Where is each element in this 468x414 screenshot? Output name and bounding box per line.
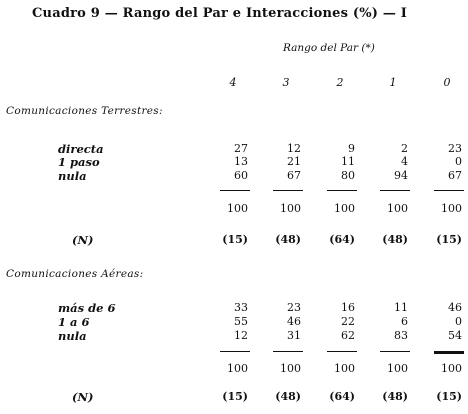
- table-title: Cuadro 9 — Rango del Par e Interacciones (%) — I: [32, 6, 408, 21]
- table-cell: 22: [341, 315, 355, 328]
- table-cell: 12: [234, 329, 248, 342]
- row-label: directa: [58, 142, 104, 156]
- table-cell: 83: [394, 329, 408, 342]
- total-rule: [220, 351, 250, 352]
- total-rule: [220, 190, 250, 191]
- column-header: 2: [336, 76, 344, 89]
- n-label: (N): [72, 233, 94, 247]
- table-cell: 4: [401, 155, 408, 168]
- total-cell: 100: [334, 362, 355, 375]
- table-cell: 6: [401, 315, 408, 328]
- total-cell: 100: [441, 202, 462, 215]
- total-rule: [434, 190, 464, 191]
- table-cell: 11: [394, 301, 408, 314]
- total-cell: 100: [227, 362, 248, 375]
- total-rule: [327, 351, 357, 352]
- n-cell: (15): [222, 390, 248, 403]
- table-cell: 12: [287, 142, 301, 155]
- table-cell: 60: [234, 169, 248, 182]
- table-cell: 62: [341, 329, 355, 342]
- table-cell: 23: [287, 301, 301, 314]
- row-label: nula: [58, 329, 87, 343]
- column-header: 1: [389, 76, 397, 89]
- table-cell: 80: [341, 169, 355, 182]
- table-cell: 21: [287, 155, 301, 168]
- total-rule: [273, 351, 303, 352]
- n-cell: (64): [329, 233, 355, 246]
- n-cell: (48): [275, 233, 301, 246]
- total-cell: 100: [441, 362, 462, 375]
- n-cell: (64): [329, 390, 355, 403]
- total-cell: 100: [334, 202, 355, 215]
- n-cell: (48): [382, 390, 408, 403]
- total-rule: [327, 190, 357, 191]
- table-cell: 2: [401, 142, 408, 155]
- total-rule: [380, 351, 410, 352]
- table-cell: 23: [448, 142, 462, 155]
- total-cell: 100: [280, 362, 301, 375]
- row-label: nula: [58, 169, 87, 183]
- n-label: (N): [72, 390, 94, 404]
- total-rule: [273, 190, 303, 191]
- row-label: 1 a 6: [58, 315, 90, 329]
- table-cell: 9: [348, 142, 355, 155]
- total-cell: 100: [280, 202, 301, 215]
- table-cell: 11: [341, 155, 355, 168]
- section-title: Comunicaciones Terrestres:: [6, 105, 163, 117]
- table-cell: 31: [287, 329, 301, 342]
- table-cell: 33: [234, 301, 248, 314]
- table-cell: 16: [341, 301, 355, 314]
- row-label: más de 6: [58, 301, 116, 315]
- column-header: 0: [443, 76, 451, 89]
- n-cell: (48): [382, 233, 408, 246]
- table-cell: 55: [234, 315, 248, 328]
- table-cell: 67: [448, 169, 462, 182]
- table-cell: 54: [448, 329, 462, 342]
- total-cell: 100: [387, 362, 408, 375]
- n-cell: (15): [222, 233, 248, 246]
- table-cell: 0: [455, 155, 462, 168]
- column-header: 4: [229, 76, 237, 89]
- table-cell: 13: [234, 155, 248, 168]
- total-rule: [434, 351, 464, 354]
- column-header: 3: [282, 76, 290, 89]
- row-label: 1 paso: [58, 155, 100, 169]
- table-cell: 46: [287, 315, 301, 328]
- n-cell: (15): [436, 390, 462, 403]
- table-cell: 67: [287, 169, 301, 182]
- table-cell: 27: [234, 142, 248, 155]
- total-cell: 100: [227, 202, 248, 215]
- section-title: Comunicaciones Aéreas:: [6, 268, 144, 280]
- table-cell: 94: [394, 169, 408, 182]
- total-cell: 100: [387, 202, 408, 215]
- column-group-header: Rango del Par (*): [283, 42, 375, 54]
- n-cell: (48): [275, 390, 301, 403]
- n-cell: (15): [436, 233, 462, 246]
- total-rule: [380, 190, 410, 191]
- table-cell: 0: [455, 315, 462, 328]
- table-cell: 46: [448, 301, 462, 314]
